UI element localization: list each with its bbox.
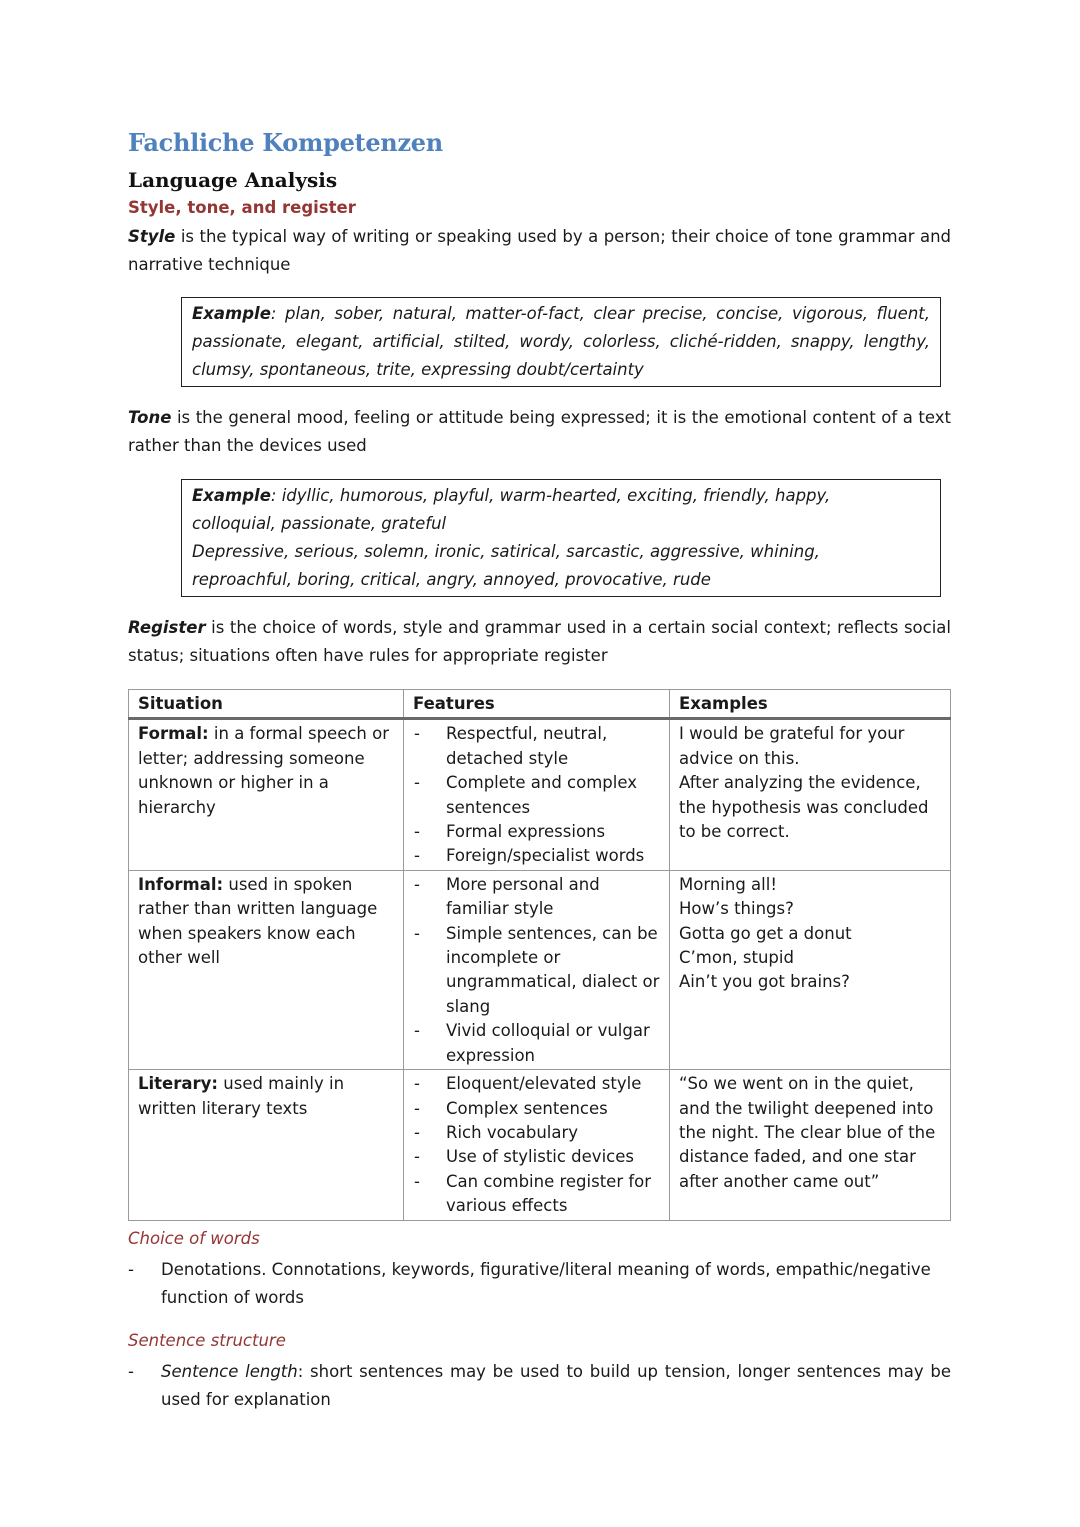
style-definition (128, 223, 951, 279)
list-item: - Can combine register for various effects (404, 1170, 660, 1219)
situation-text: used in spoken rather than written language when speakers know each other well (138, 874, 378, 968)
bullet-dash: - (128, 1260, 134, 1279)
tone-example-label: Example (192, 486, 271, 505)
tone-definition-text: is the general mood, feeling or attitude being expressed; it is the emotional content of a text rather than the devices used (128, 408, 951, 455)
example-line: Gotta go get a donut (679, 923, 852, 943)
style-example-box (181, 297, 941, 387)
example-line: I would be grateful for your advice on this. (679, 724, 905, 768)
style-example-label: Example (192, 304, 271, 323)
page-title: Fachliche Kompetenzen (128, 128, 443, 157)
examples-cell (670, 719, 951, 870)
situation-label: Formal: (138, 724, 209, 744)
situation-label: Literary: (138, 1074, 219, 1094)
section-heading: Language Analysis (128, 168, 338, 192)
header-features: Features (404, 690, 670, 719)
list-item: - Vivid colloquial or vulgar expression (404, 1019, 660, 1068)
list-item: - Complete and complex sentences (404, 771, 660, 820)
subsection-heading: Style, tone, and register (128, 198, 356, 217)
style-term: Style (128, 227, 176, 246)
tone-example-line1: : idyllic, humorous, playful, warm-hearted, exciting, friendly, happy, colloquial, passionate, grateful (192, 486, 831, 533)
example-line: Ain’t you got brains? (679, 972, 850, 992)
situation-cell (129, 719, 404, 870)
features-cell (404, 1070, 670, 1220)
bullet-dash: - (128, 1362, 134, 1381)
examples-cell (670, 870, 951, 1069)
list-item: - Respectful, neutral, detached style (404, 722, 660, 771)
header-examples: Examples (670, 690, 951, 719)
header-situation: Situation (129, 690, 404, 719)
list-item: - Rich vocabulary (404, 1121, 660, 1145)
situation-label: Informal: (138, 874, 224, 894)
table-row (129, 870, 951, 1069)
table-header-row (129, 690, 951, 719)
example-line: How’s things? (679, 899, 794, 919)
sentence-length-label: Sentence length (161, 1362, 298, 1381)
example-line: After analyzing the evidence, the hypothesis was concluded to be correct. (679, 773, 929, 842)
example-line: C’mon, stupid (679, 948, 794, 968)
sentence-structure-heading: Sentence structure (128, 1331, 286, 1350)
register-term: Register (128, 618, 206, 637)
register-table (128, 689, 951, 1221)
choice-of-words-heading: Choice of words (128, 1229, 260, 1248)
situation-text: used mainly in written literary texts (138, 1074, 345, 1118)
example-quote: “So we went on in the quiet, and the twilight deepened into the night. The clear blue of the distance faded, and one star after another came out” (679, 1074, 936, 1191)
situation-text: in a formal speech or letter; addressing someone unknown or higher in a hierarchy (138, 724, 389, 817)
register-definition (128, 614, 951, 670)
sentence-length-text: : short sentences may be used to build up tension, longer sentences may be used for explanation (161, 1362, 951, 1409)
choice-of-words-text: Denotations. Connotations, keywords, figurative/literal meaning of words, empathic/negative function of words (161, 1260, 931, 1307)
features-cell (404, 719, 670, 870)
table-row (129, 719, 951, 870)
table-row (129, 1070, 951, 1220)
choice-of-words-item (128, 1256, 951, 1312)
list-item: - Simple sentences, can be incomplete or ungrammatical, dialect or slang (404, 922, 660, 1020)
features-cell (404, 870, 670, 1069)
example-line: Morning all! (679, 874, 777, 894)
tone-definition (128, 404, 951, 460)
style-example-text: : plan, sober, natural, matter-of-fact, clear precise, concise, vigorous, fluent, passionate, elegant, artificial, stilted, wordy, colorless, cliché-ridden, snappy, lengthy, clumsy, spontaneous, trite, expressing doubt/certainty (192, 304, 930, 379)
list-item: - Complex sentences (404, 1097, 660, 1121)
tone-example-box (181, 479, 941, 597)
tone-example-line2: Depressive, serious, solemn, ironic, satirical, sarcastic, aggressive, whining, reproachful, boring, critical, angry, annoyed, provocative, rude (192, 542, 820, 589)
register-definition-text: is the choice of words, style and grammar used in a certain social context; reflects social status; situations often have rules for appropriate register (128, 618, 951, 665)
list-item: - More personal and familiar style (404, 873, 660, 922)
list-item: - Formal expressions (404, 820, 660, 844)
style-definition-text: is the typical way of writing or speaking used by a person; their choice of tone grammar and narrative technique (128, 227, 951, 274)
tone-term: Tone (128, 408, 172, 427)
sentence-structure-item (128, 1358, 951, 1414)
sentence-structure-text (161, 1358, 951, 1414)
examples-cell (670, 1070, 951, 1220)
situation-cell (129, 1070, 404, 1220)
list-item: - Foreign/specialist words (404, 844, 660, 868)
tone-example-positive (192, 482, 880, 538)
list-item: - Use of stylistic devices (404, 1145, 660, 1169)
situation-cell (129, 870, 404, 1069)
list-item: - Eloquent/elevated style (404, 1072, 660, 1096)
